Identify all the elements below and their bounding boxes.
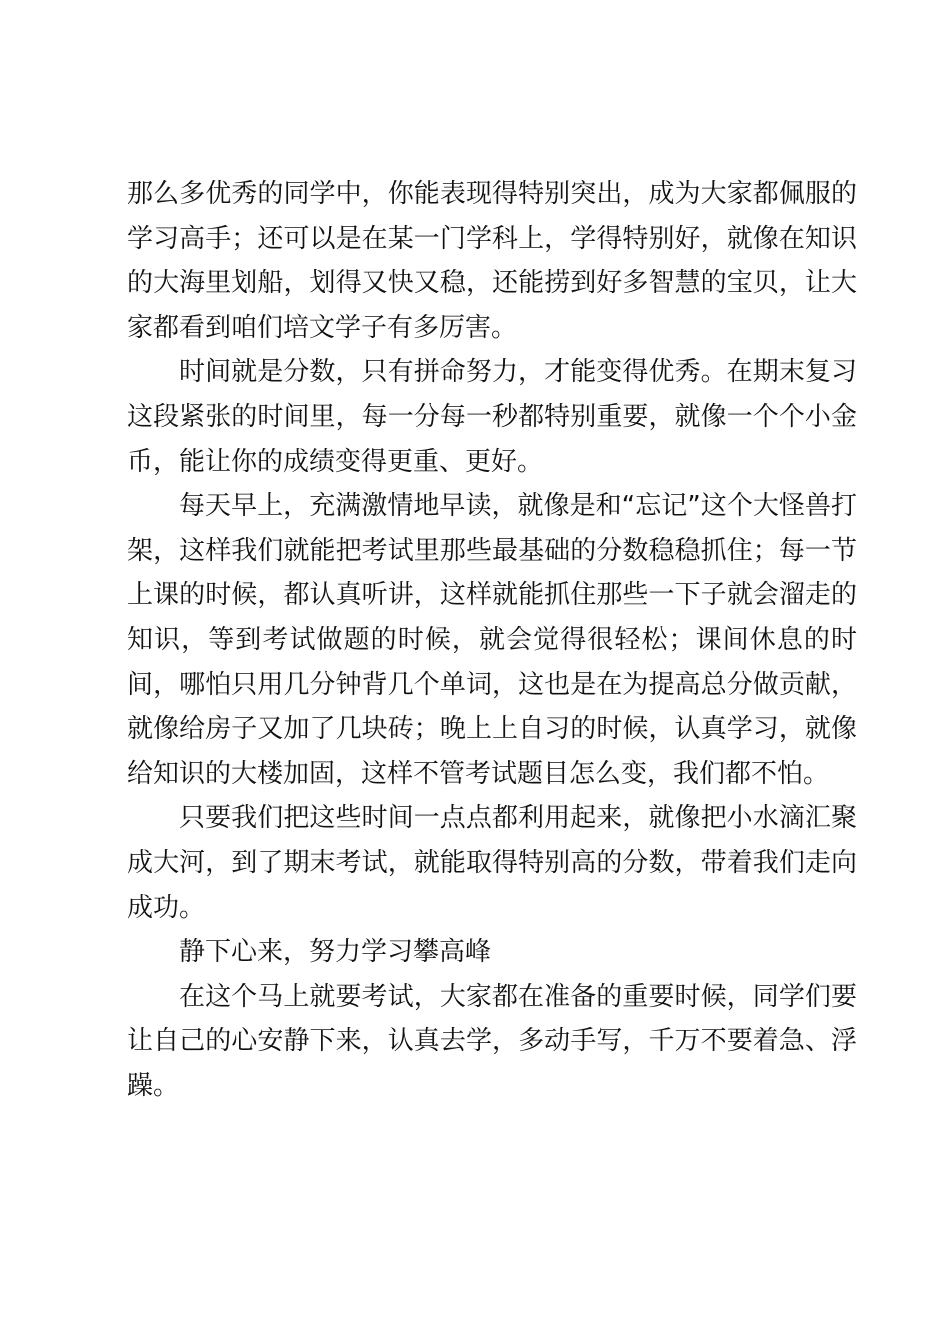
paragraph-5: 在这个马上就要考试，大家都在准备的重要时候，同学们要让自己的心安静下来，认真去学，多动手写，千万不要着急、浮躁。 — [127, 981, 857, 1101]
document-body — [127, 172, 857, 1108]
section-heading: 静下心来，努力学习攀高峰 — [179, 937, 492, 968]
paragraph-3: 每天早上，充满激情地早读，就像是和“忘记”这个大怪兽打架，这样我们就能把考试里那些最基础的分数稳稳抓住；每一节上课的时候，都认真听讲，这样就能抓住那些一下子就会溜走的知识，等到考试做题的时候，就会觉得很轻松；课间休息的时间，哪怕只用几分钟背几个单词，这也是在为提高总分做贡献，就像给房子又加了几块砖；晚上上自习的时候，认真学习，就像给知识的大楼加固，这样不管考试题目怎么变，我们都不怕。 — [127, 491, 857, 789]
paragraph-2: 时间就是分数，只有拼命努力，才能变得优秀。在期末复习这段紧张的时间里，每一分每一秒都特别重要，就像一个个小金币，能让你的成绩变得更重、更好。 — [127, 357, 857, 477]
paragraph-4: 只要我们把这些时间一点点都利用起来，就像把小水滴汇聚成大河，到了期末考试，就能取得特别高的分数，带着我们走向成功。 — [127, 803, 857, 923]
paragraph-1: 那么多优秀的同学中，你能表现得特别突出，成为大家都佩服的学习高手；还可以是在某一门学科上，学得特别好，就像在知识的大海里划船，划得又快又稳，还能捞到好多智慧的宝贝，让大家都看到咱们培文学子有多厉害。 — [127, 179, 857, 343]
